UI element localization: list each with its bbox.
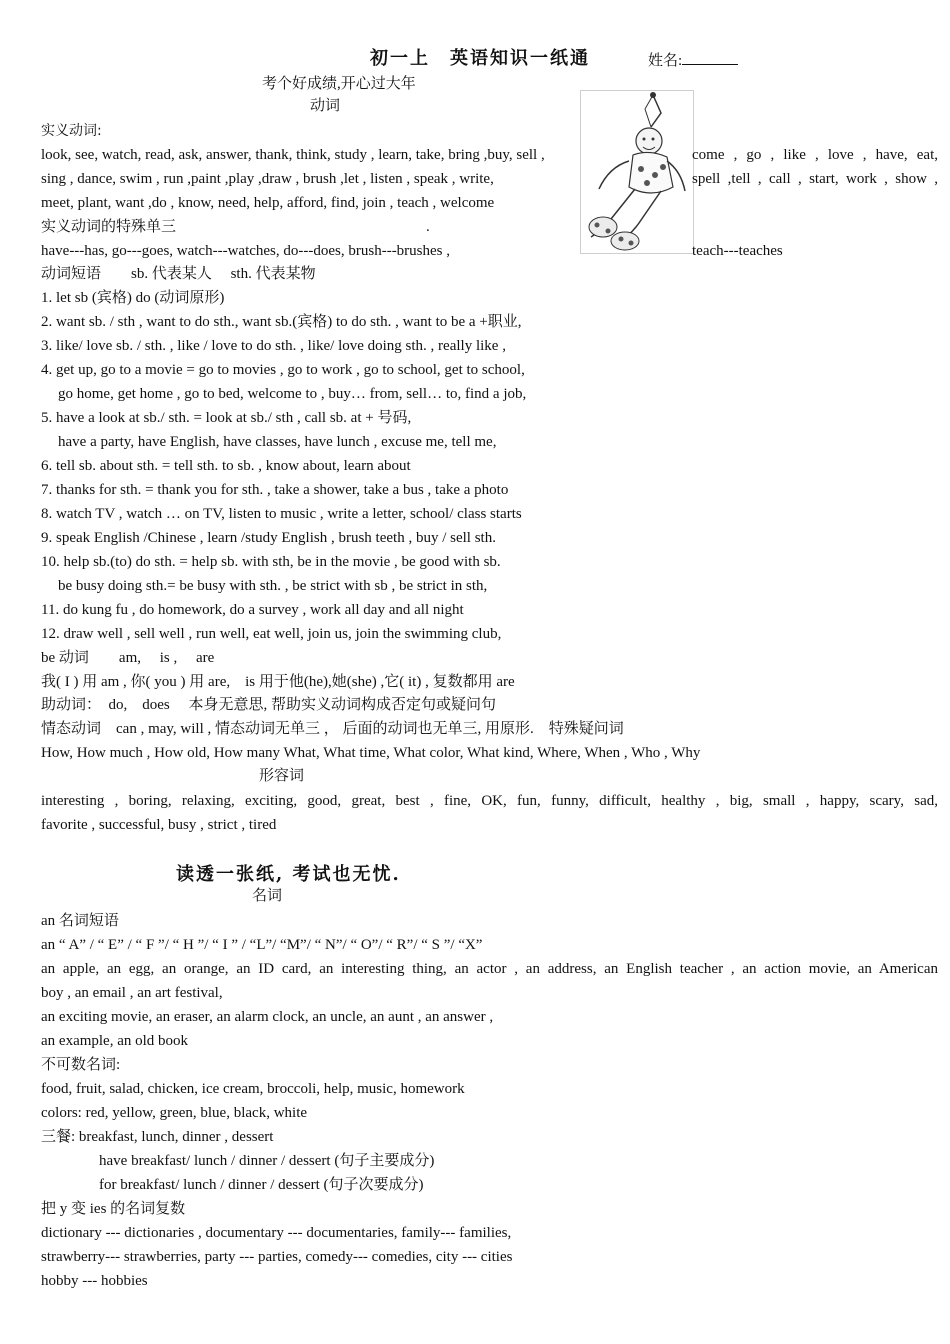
clown-illustration (580, 90, 694, 254)
noun-line: 三餐: breakfast, lunch, dinner , dessert (41, 1129, 274, 1145)
verb-list-right: come , go , like , love , have, eat, (692, 147, 938, 163)
noun-line: boy , an email , an art festival, (41, 985, 223, 1001)
phrase-line: 8. watch TV , watch … on TV, listen to music , write a letter, school/ class starts (41, 506, 522, 522)
name-field[interactable] (682, 50, 738, 65)
adjectives-heading: 形容词 (259, 768, 305, 784)
verb-third-person-line: have---has, go---goes, watch---watches, do---does, brush---brushes , (41, 243, 451, 259)
subtitle: 考个好成绩,开心过大年 (262, 76, 416, 92)
noun-line: colors: red, yellow, green, blue, black, white (41, 1105, 308, 1121)
name-label-text: 姓名: (648, 53, 683, 69)
noun-line: 不可数名词: (41, 1057, 121, 1073)
phrase-line: be busy doing sth.= be busy with sth. , be strict with sb , be strict in sth, (58, 578, 488, 594)
phrase-line: 6. tell sb. about sth. = tell sth. to sb. , know about, learn about (41, 458, 411, 474)
phrase-line: have a party, have English, have classes, have lunch , excuse me, tell me, (58, 434, 497, 450)
name-label (648, 50, 738, 71)
adjectives-line: interesting , boring, relaxing, exciting, good, great, best , fine, OK, fun, funny, difficult, healthy , big, small , happy, scary, sad, (41, 793, 938, 809)
verbs-heading: 实义动词: (41, 123, 102, 139)
verb-special-dot: . (426, 219, 430, 235)
phrase-line: 4. get up, go to a movie = go to movies , go to work , go to school, get to school, (41, 362, 525, 378)
verb-third-person-right: teach---teaches (692, 243, 783, 259)
phrase-line: 5. have a look at sb./ sth. = look at sb./ sth , call sb. at + 号码, (41, 410, 412, 426)
modal-verb-line: 情态动词 can , may, will , 情态动词无单三 ， 后面的动词也无单三, 用原形. 特殊疑问词 (41, 721, 624, 737)
phrase-line: 11. do kung fu , do homework, do a survey , work all day and all night (41, 602, 464, 618)
noun-line: an apple, an egg, an orange, an ID card, an interesting thing, an actor , an address, an English teacher , an action movie, an American (41, 961, 938, 977)
phrase-heading: 动词短语 sb. 代表某人 sth. 代表某物 (41, 266, 316, 282)
be-verb-usage-line: 我( I ) 用 am , 你( you ) 用 are, is 用于他(he),她(she) ,它( it) , 复数都用 are (41, 674, 515, 690)
verb-list-line: meet, plant, want ,do , know, need, help, afford, find, join , teach , welcome (41, 195, 495, 211)
auxiliary-verb-line: 助动词： do, does 本身无意思, 帮助实义动词构成否定句或疑问句 (41, 697, 496, 713)
question-words-line: How, How much , How old, How many What, What time, What color, What kind, Where, When , Who , Why (41, 745, 701, 761)
phrase-line: go home, get home , go to bed, welcome to , buy… from, sell… to, find a job, (58, 386, 527, 402)
noun-line: for breakfast/ lunch / dinner / dessert (句子次要成分) (99, 1177, 424, 1193)
nouns-heading: 名词 (252, 888, 283, 904)
noun-line: an exciting movie, an eraser, an alarm clock, an uncle, an aunt , an answer , (41, 1009, 494, 1025)
phrase-line: 7. thanks for sth. = thank you for sth. , take a shower, take a bus , take a photo (41, 482, 509, 498)
noun-line: have breakfast/ lunch / dinner / dessert (句子主要成分) (99, 1153, 435, 1169)
noun-line: 把 y 变 ies 的名词复数 (41, 1201, 186, 1217)
phrase-line: 1. let sb (宾格) do (动词原形) (41, 290, 225, 306)
verb-list-line: look, see, watch, read, ask, answer, thank, think, study , learn, take, bring ,buy, sell , (41, 147, 545, 163)
noun-line: hobby --- hobbies (41, 1273, 148, 1289)
section-heading-verbs: 动词 (310, 98, 341, 114)
phrase-line: 3. like/ love sb. / sth. , like / love to do sth. , like/ love doing sth. , really like , (41, 338, 506, 354)
clown-drawing (581, 91, 693, 253)
document-title: 初一上 英语知识一纸通 (370, 48, 590, 69)
phrase-line: 9. speak English /Chinese , learn /study English , brush teeth , buy / sell sth. (41, 530, 496, 546)
noun-line: strawberry--- strawberries, party --- parties, comedy--- comedies, city --- cities (41, 1249, 513, 1265)
slogan: 读透一张纸, 考试也无忧. (176, 864, 401, 885)
verb-special-heading: 实义动词的特殊单三 (41, 219, 177, 235)
verb-list-line: sing , dance, swim , run ,paint ,play ,draw , brush ,let , listen , speak , write, (41, 171, 494, 187)
be-verb-line: be 动词 am, is , are (41, 650, 215, 666)
phrase-line: 2. want sb. / sth , want to do sth., want sb.(宾格) to do sth. , want to be a +职业, (41, 314, 522, 330)
phrase-line: 10. help sb.(to) do sth. = help sb. with sth, be in the movie , be good with sb. (41, 554, 501, 570)
noun-line: dictionary --- dictionaries , documentary --- documentaries, family--- families, (41, 1225, 512, 1241)
noun-line: an example, an old book (41, 1033, 189, 1049)
noun-line: an “ A” / “ E” / “ F ”/ “ H ”/ “ I ” / “L”/ “M”/ “ N”/ “ O”/ “ R”/ “ S ”/ “X” (41, 937, 483, 953)
noun-line: food, fruit, salad, chicken, ice cream, broccoli, help, music, homework (41, 1081, 465, 1097)
noun-line: an 名词短语 (41, 913, 119, 929)
phrase-line: 12. draw well , sell well , run well, eat well, join us, join the swimming club, (41, 626, 502, 642)
verb-list-right: spell ,tell , call , start, work , show , (692, 171, 938, 187)
adjectives-line: favorite , successful, busy , strict , tired (41, 817, 277, 833)
